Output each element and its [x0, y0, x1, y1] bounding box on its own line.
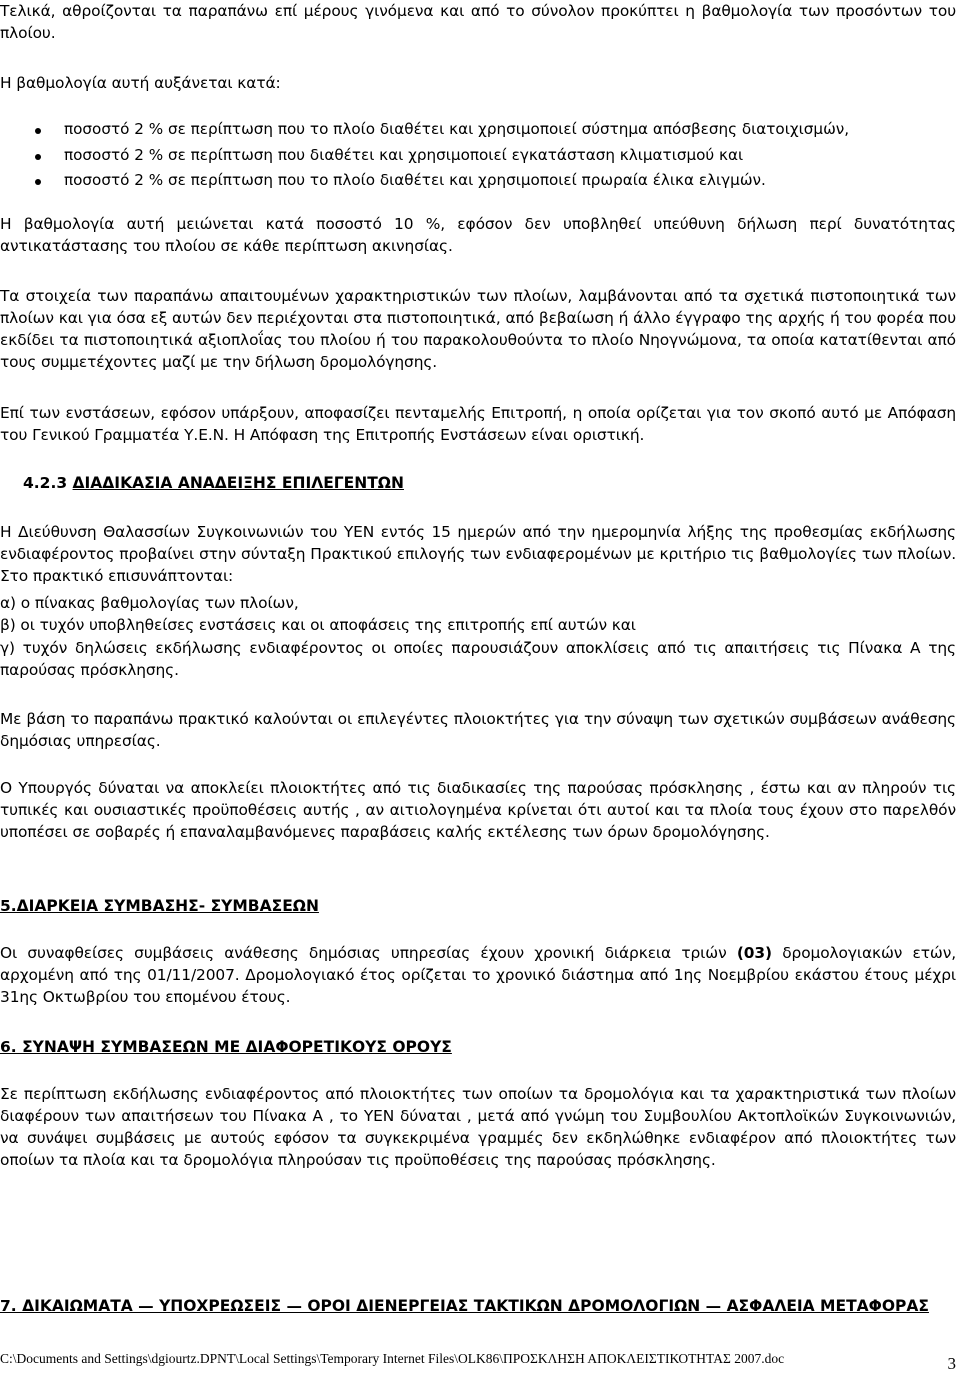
bullet-item: ποσοστό 2 % σε περίπτωση που το πλοίο διαθέτει και χρησιμοποιεί πρωραία έλικα ελιγμών. — [0, 168, 956, 194]
heading-section-6: 6. ΣΥΝΑΨΗ ΣΥΜΒΑΣΕΩΝ ΜΕ ΔΙΑΦΟΡΕΤΙΚΟΥΣ ΟΡΟΥΣ — [0, 1038, 452, 1056]
bullet-list-increases — [0, 117, 956, 194]
bullet-dot-icon — [35, 154, 41, 160]
paragraph-score-total: Τελικά, αθροίζονται τα παραπάνω επί μέρους γινόμενα και από το σύνολον προκύπτει η βαθμολογία των προσόντων του πλοίου. — [0, 2, 956, 42]
paragraph-score-increase-intro: Η βαθμολογία αυτή αυξάνεται κατά: — [0, 74, 281, 92]
paragraph-contract-invitation: Με βάση το παραπάνω πρακτικό καλούνται οι επιλεγέντες πλοιοκτήτες για την σύναψη των σχετικών συμβάσεων ανάθεσης δημόσιας υπηρεσίας. — [0, 710, 956, 750]
paragraph-ship-data-sources: Τα στοιχεία των παραπάνω απαιτουμένων χαρακτηριστικών των πλοίων, λαμβάνονται από τα σχετικά πιστοποιητικά των πλοίων και για όσα εξ αυτών δεν περιέχονται στα πιστοποιητικά, από βεβαίωση ή άλλο έγγραφο της αρχής ή του φορέα που εκδίδει τα πιστοποιητικά αξιοπλοΐας του πλοίου ή του παρακολουθούντα το πλοίο Νηογνώμονα, τα οποία κατατίθενται από τους συμμετέχοντες μαζί με την δήλωση δρομολόγησης. — [0, 287, 956, 371]
paragraph-item-a: α) ο πίνακας βαθμολογίας των πλοίων, — [0, 594, 299, 612]
heading-section-5: 5.ΔΙΑΡΚΕΙΑ ΣΥΜΒΑΣΗΣ- ΣΥΜΒΑΣΕΩΝ — [0, 897, 319, 915]
footer-file-path: C:\Documents and Settings\dgiourtz.DPNT\Local Settings\Temporary Internet Files\OLK86\ΠΡΟΣΚΛΗΣΗ ΑΠΟΚΛΕΙΣΤΙΚΟΤΗΤΑΣ 2007.doc — [0, 1351, 785, 1366]
paragraph-selection-procedure: Η Διεύθυνση Θαλασσίων Συγκοινωνιών του ΥΕΝ εντός 15 ημερών από την ημερομηνία λήξης της προθεσμίας εκδήλωσης ενδιαφέροντος προβαίνει στην σύνταξη Πρακτικού επιλογής των ενδιαφερομένων με κριτήριο τις βαθμολογίες των πλοίων. Στο πρακτικό επισυνάπτονται: — [0, 523, 956, 585]
heading-4-2-3: 4.2.3 ΔΙΑΔΙΚΑΣΙΑ ΑΝΑΔΕΙΞΗΣ ΕΠΙΛΕΓΕΝΤΩΝ — [23, 474, 404, 492]
page-number: 3 — [947, 1354, 956, 1373]
heading-section-7: 7. ΔΙΚΑΙΩΜΑΤΑ — ΥΠΟΧΡΕΩΣΕΙΣ — ΟΡΟΙ ΔΙΕΝΕΡΓΕΙΑΣ ΤΑΚΤΙΚΩΝ ΔΡΟΜΟΛΟΓΙΩΝ — ΑΣΦΑΛΕΙΑ ΜΕΤΑΦΟΡΑΣ — [0, 1297, 929, 1315]
paragraph-contract-duration: Οι συναφθείσες συμβάσεις ανάθεσης δημόσιας υπηρεσίας έχουν χρονική διάρκεια τριών (03) δρομολογιακών ετών, αρχομένη από της 01/11/2007. Δρομολογιακό έτος ορίζεται το χρονικό διάστημα από 1ης Νοεμβρίου εκάστου έτους μέχρι 31ης Οκτωβρίου του επομένου έτους. — [0, 944, 956, 1006]
paragraph-score-decrease: Η βαθμολογία αυτή μειώνεται κατά ποσοστό 10 %, εφόσον δεν υποβληθεί υπεύθυνη δήλωση περί δυνατότητας αντικατάστασης του πλοίου σε κάθε περίπτωση ακινησίας. — [0, 215, 956, 255]
paragraph-minister-exclusion: Ο Υπουργός δύναται να αποκλείει πλοιοκτήτες από τις διαδικασίες της παρούσας πρόσκλησης , έστω και αν πληρούν τις τυπικές και ουσιαστικές προϋποθέσεις αυτής , αν αιτιολογημένα κρίνεται ότι αυτοί και τα πλοία τους έχουν στο παρελθόν υποπέσει σε σοβαρές ή επαναλαμβανόμενες παραβάσεις καλής εκτέλεσης των όρων δρομολόγησης. — [0, 779, 956, 841]
paragraph-item-b: β) οι τυχόν υποβληθείσες ενστάσεις και οι αποφάσεις της επιτροπής επί αυτών και — [0, 616, 636, 634]
paragraph-item-c: γ) τυχόν δηλώσεις εκδήλωσης ενδιαφέροντος οι οποίες παρουσιάζουν αποκλίσεις από τις απαιτήσεις τις Πίνακα Α της παρούσας πρόσκλησης. — [0, 639, 956, 679]
bullet-item: ποσοστό 2 % σε περίπτωση που διαθέτει και χρησιμοποιεί εγκατάσταση κλιματισμού και — [0, 143, 956, 169]
bullet-dot-icon — [35, 128, 41, 134]
paragraph-different-terms: Σε περίπτωση εκδήλωσης ενδιαφέροντος από πλοιοκτήτες των οποίων τα δρομολόγια και τα χαρακτηριστικά των πλοίων διαφέρουν των απαιτήσεων του Πίνακα Α , το ΥΕΝ δύναται , μετά από γνώμη του Συμβουλίου Ακτοπλοϊκών Συγκοινωνιών, να συνάψει συμβάσεις με αυτούς εφόσον τα συγκεκριμένα γραμμές δεν εκδηλώθηκε ενδιαφέρον από πλοιοκτήτες των οποίων τα πλοία και τα δρομολόγια πληρούσαν τις προϋποθέσεις της παρούσας πρόσκλησης. — [0, 1085, 956, 1169]
paragraph-objections: Επί των ενστάσεων, εφόσον υπάρξουν, αποφασίζει πενταμελής Επιτροπή, η οποία ορίζεται για τον σκοπό αυτό με Απόφαση του Γενικού Γραμματέα Υ.Ε.Ν. Η Απόφαση της Επιτροπής Ενστάσεων είναι οριστική. — [0, 404, 956, 444]
bullet-dot-icon — [35, 179, 41, 185]
bullet-item: ποσοστό 2 % σε περίπτωση που το πλοίο διαθέτει και χρησιμοποιεί σύστημα απόσβεσης διατοιχισμών, — [0, 117, 956, 143]
